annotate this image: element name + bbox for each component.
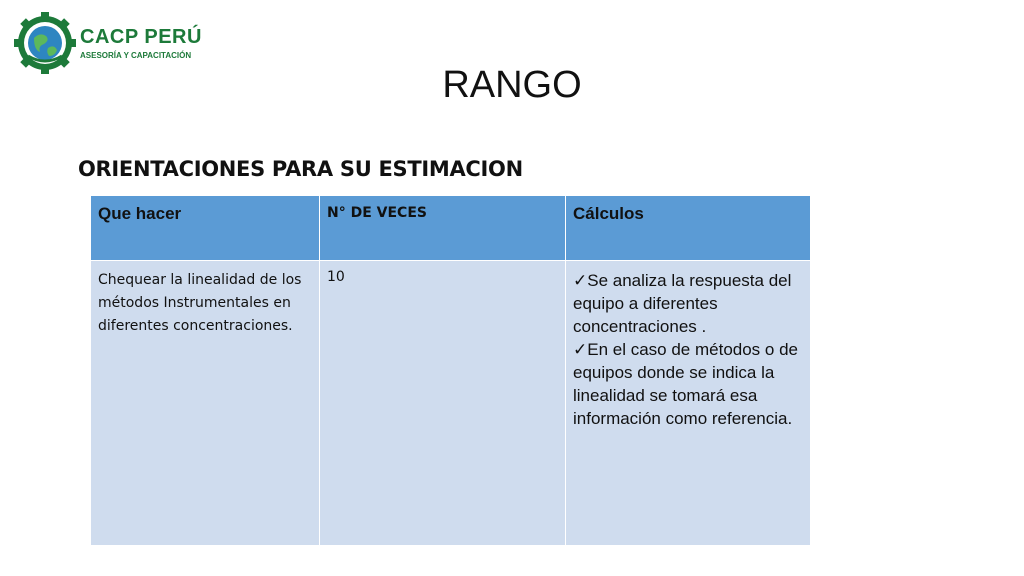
cell-que-hacer: Chequear la linealidad de los métodos Instrumentales en diferentes concentraciones.	[91, 261, 320, 546]
logo-title: CACP PERÚ	[80, 26, 202, 48]
calculos-bullet-2: ✓En el caso de métodos o de equipos donde se indica la linealidad se tomará esa información como referencia.	[573, 340, 798, 428]
header-calculos-label: Cálculos	[573, 204, 644, 223]
orientations-table	[90, 195, 811, 546]
calculos-bullet-1: ✓Se analiza la respuesta del equipo a diferentes concentraciones .	[573, 271, 792, 336]
slide-subtitle: ORIENTACIONES PARA SU ESTIMACION	[78, 157, 523, 181]
header-que-hacer	[91, 196, 320, 261]
header-veces-label: N° DE VECES	[327, 205, 427, 221]
cell-calculos	[566, 261, 811, 546]
logo-subtitle: ASESORÍA Y CAPACITACIÓN	[80, 51, 192, 60]
header-calculos	[566, 196, 811, 261]
header-que-hacer-label: Que hacer	[98, 204, 182, 223]
header-veces	[320, 196, 566, 261]
cell-veces: 10	[320, 261, 566, 546]
slide-title: RANGO	[442, 64, 582, 106]
table-header-row	[91, 196, 811, 261]
table-row	[91, 261, 811, 546]
